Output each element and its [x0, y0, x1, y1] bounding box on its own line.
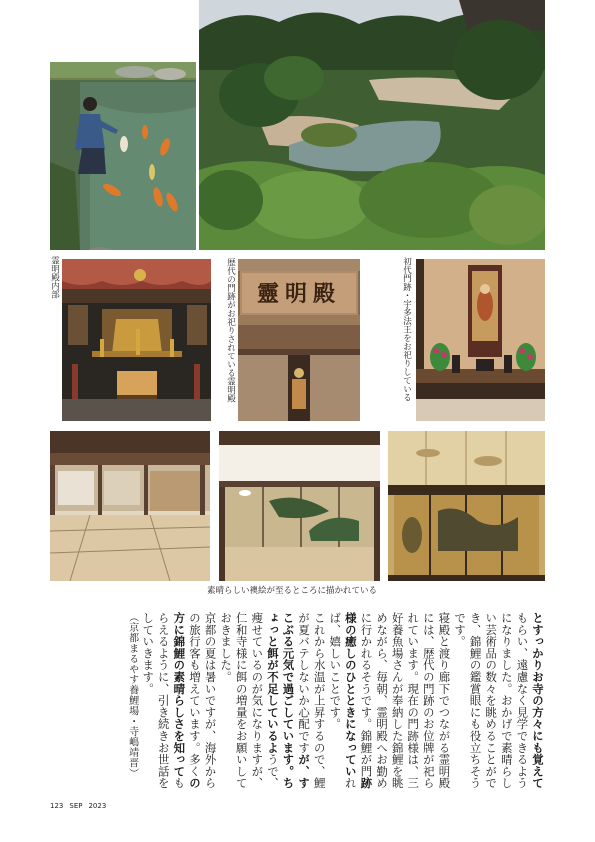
text-segment: いしておきました。	[219, 612, 249, 790]
text-segment: 眺めながら、毎朝、霊明殿へお勤	[375, 612, 405, 790]
text-segment: 寝殿と渡り廊下でつながる霊明	[437, 612, 452, 778]
text-segment: で、鯉が夏バテしないか心配です	[297, 612, 327, 790]
text-segment: もらえるように、引き続きお世話	[156, 612, 187, 790]
text-segment: い芸術品の数々を眺めることがで	[484, 612, 499, 789]
caption-plaque: 歴代の門跡がお祀りされている霊明殿	[225, 258, 236, 403]
text-segment: すが、仁和寺様に餌の増量をお願	[234, 612, 265, 790]
photo-hall-interior	[62, 259, 211, 421]
text-segment: らの旅行客も増えています。多く	[187, 612, 218, 790]
text-segment: 三好養魚場さんが奉納した錦鯉を	[390, 612, 421, 790]
text-segment: す。ちょっと餌が不足しているよ	[265, 612, 296, 790]
caption-hall-interior: 霊明殿内部	[49, 256, 60, 299]
issue-month: SEP	[69, 802, 83, 810]
paragraph-4	[140, 612, 218, 794]
text-segment: れば、嬉しいことです。	[328, 612, 358, 790]
plaque-text: 靈明殿	[256, 281, 341, 307]
text-segment: めに行かれるそうです。錦鯉が門	[359, 612, 390, 790]
photo-plaque	[238, 259, 360, 421]
article-body	[63, 612, 545, 794]
paragraph-1	[451, 612, 545, 794]
photo-altar	[416, 259, 545, 421]
text-segment: をしていきます。	[141, 612, 171, 790]
photo-temple-garden	[199, 0, 545, 250]
issue-year: 2023	[88, 802, 107, 810]
page-folio	[50, 802, 112, 810]
author-credit: （京都まるやす養鯉場・寺嶋靖晋）	[126, 612, 138, 779]
photo-fusuma-pine	[219, 431, 380, 581]
text-segment: これから水温が上昇するの	[312, 612, 327, 754]
page-number: 123	[50, 802, 64, 810]
text-segment: き、錦鯉の鑑賞眼にも役立ちそう	[468, 612, 483, 789]
text-segment: 祀られています。現在の門跡様は、	[406, 612, 436, 790]
photo-tatami-room	[50, 431, 210, 581]
caption-altar: 初代門跡・宇多法王をお祀りしている	[401, 257, 412, 402]
paragraph-3	[218, 612, 327, 794]
text-segment: が、すこぶる元気で過ごしていま	[281, 612, 312, 790]
photo-koi-feeding	[50, 62, 196, 250]
text-segment: です。	[453, 612, 468, 648]
text-segment: もらい、遠慮なく見学できるよう	[515, 612, 530, 789]
text-segment: 跡様の癒しのひとときになってい	[343, 612, 374, 790]
text-segment: うで、痩せているのが気になりま	[250, 612, 280, 790]
text-segment: の方に錦鯉の素晴らしさを知って	[172, 612, 202, 790]
paragraph-2	[327, 612, 452, 794]
text-segment: 京都の夏は暑いですが、海外か	[203, 612, 218, 778]
text-segment: とすっかりお寺の方々にも覚えて	[531, 612, 545, 789]
text-segment: になりました。おかげで素晴らし	[499, 612, 514, 789]
caption-paintings: 素晴らしい襖絵が至るところに描かれている	[207, 586, 378, 596]
photo-gold-paintings	[388, 431, 545, 581]
text-segment: 殿には、歴代の門跡のお位牌が	[421, 612, 452, 790]
